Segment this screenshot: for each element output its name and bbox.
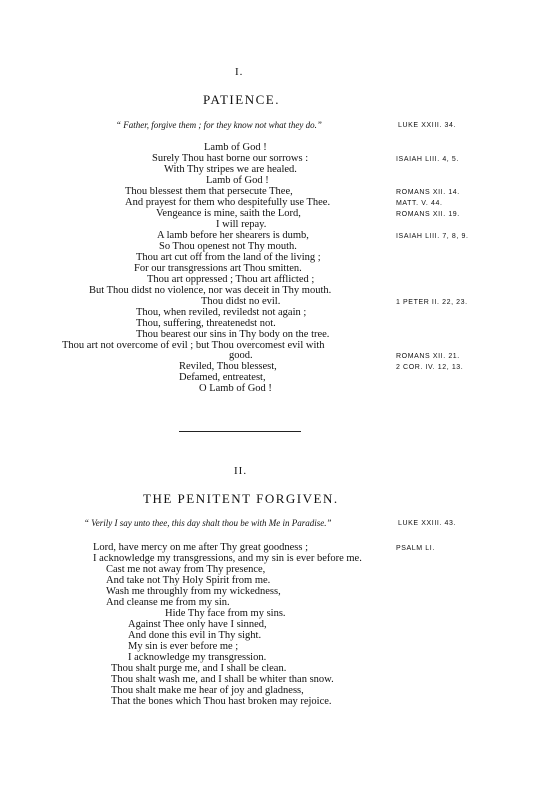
- section-title: THE PENITENT FORGIVEN.: [143, 491, 339, 506]
- section-numeral: II.: [234, 465, 248, 477]
- epigraph-reference: LUKE XXIII. 43.: [398, 520, 457, 527]
- scripture-reference: PSALM LI.: [396, 545, 435, 552]
- section-divider: [179, 431, 301, 432]
- verse-line: Thou, when reviled, reviledst not again ;: [136, 307, 307, 318]
- verse-line: Surely Thou hast borne our sorrows :: [152, 153, 309, 164]
- verse-line: Lord, have mercy on me after Thy great goodness ;: [93, 542, 308, 553]
- verse-line: With Thy stripes we are healed.: [164, 164, 297, 175]
- verse-line: That the bones which Thou hast broken may rejoice.: [111, 696, 332, 707]
- scripture-reference: 2 COR. IV. 12, 13.: [396, 364, 464, 371]
- verse-line: And prayest for them who despitefully use Thee.: [125, 197, 331, 208]
- scripture-reference: MATT. V. 44.: [396, 200, 443, 207]
- verse-line: Vengeance is mine, saith the Lord,: [156, 208, 301, 219]
- epigraph: “ Father, forgive them ; for they know not what they do.”: [116, 120, 322, 130]
- scripture-reference: ROMANS XII. 19.: [396, 211, 460, 218]
- verse-line: Thou bearest our sins in Thy body on the tree.: [136, 329, 330, 340]
- verse-line: So Thou openest not Thy mouth.: [159, 241, 297, 252]
- verse-line: Against Thee only have I sinned,: [128, 619, 267, 630]
- verse-line: Lamb of God !: [206, 175, 269, 186]
- verse-line: Thou shalt make me hear of joy and gladness,: [111, 685, 304, 696]
- scripture-reference: ISAIAH LIII. 7, 8, 9.: [396, 233, 469, 240]
- verse-line: I will repay.: [216, 219, 267, 230]
- verse-line: Wash me throughly from my wickedness,: [106, 586, 281, 597]
- verse-line: Thou shalt wash me, and I shall be whiter than snow.: [111, 674, 334, 685]
- verse-line: For our transgressions art Thou smitten.: [134, 263, 302, 274]
- verse-line: Cast me not away from Thy presence,: [106, 564, 266, 575]
- scripture-reference: ISAIAH LIII. 4, 5.: [396, 156, 459, 163]
- verse-line: But Thou didst no violence, nor was deceit in Thy mouth.: [89, 285, 332, 296]
- verse-line: And cleanse me from my sin.: [106, 597, 230, 608]
- verse-line: Thou art cut off from the land of the living ;: [136, 252, 321, 263]
- scripture-reference: ROMANS XII. 21.: [396, 353, 460, 360]
- verse-line: good.: [229, 350, 253, 361]
- verse-line: I acknowledge my transgressions, and my sin is ever before me.: [93, 553, 362, 564]
- verse-line: O Lamb of God !: [199, 383, 272, 394]
- verse-line: My sin is ever before me ;: [128, 641, 239, 652]
- verse-line: Thou blessest them that persecute Thee,: [125, 186, 293, 197]
- verse-line: I acknowledge my transgression.: [128, 652, 267, 663]
- verse-line: Defamed, entreatest,: [179, 372, 266, 383]
- verse-line: And done this evil in Thy sight.: [128, 630, 262, 641]
- epigraph-reference: LUKE XXIII. 34.: [398, 122, 457, 129]
- verse-line: Thou shalt purge me, and I shall be clean.: [111, 663, 287, 674]
- verse-line: Thou art oppressed ; Thou art afflicted ;: [147, 274, 315, 285]
- epigraph: “ Verily I say unto thee, this day shalt thou be with Me in Paradise.”: [84, 518, 332, 528]
- section-numeral: I.: [235, 66, 244, 78]
- verse-line: And take not Thy Holy Spirit from me.: [106, 575, 271, 586]
- verse-line: Lamb of God !: [204, 142, 267, 153]
- verse-line: A lamb before her shearers is dumb,: [157, 230, 309, 241]
- verse-line: Thou art not overcome of evil ; but Thou overcomest evil with: [62, 340, 325, 351]
- verse-line: Thou, suffering, threatenedst not.: [136, 318, 276, 329]
- scripture-reference: 1 PETER II. 22, 23.: [396, 299, 468, 306]
- verse-line: Hide Thy face from my sins.: [165, 608, 286, 619]
- section-title: PATIENCE.: [203, 92, 280, 107]
- verse-line: Reviled, Thou blessest,: [179, 361, 277, 372]
- verse-line: Thou didst no evil.: [201, 296, 281, 307]
- scripture-reference: ROMANS XII. 14.: [396, 189, 460, 196]
